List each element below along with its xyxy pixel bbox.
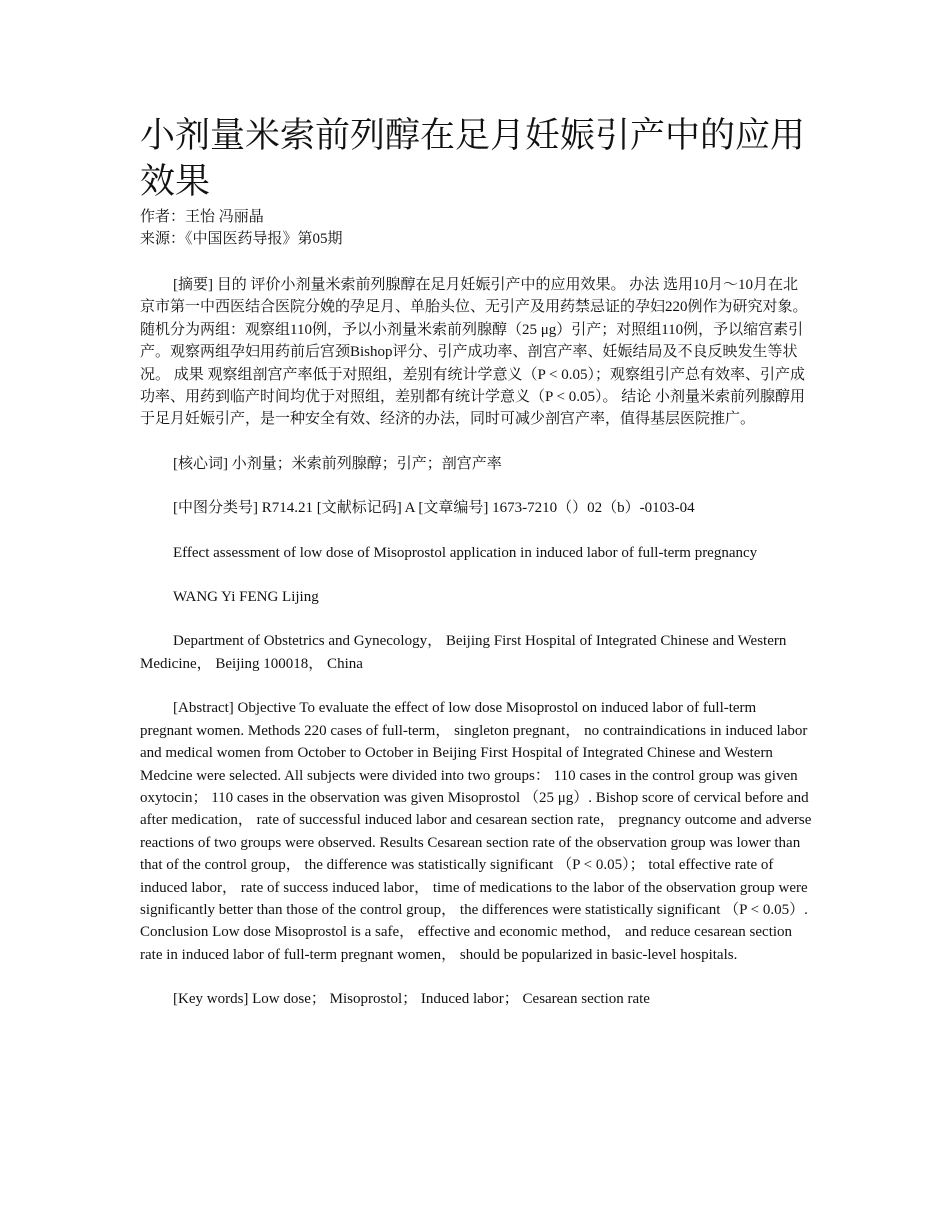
classification-line: [中图分类号] R714.21 [文献标记码] A [文章编号] 1673-7210（）02（b）-0103-04 xyxy=(173,500,695,517)
abstract-en: [Abstract] Objective To evaluate the effect of low dose Misoprostol on induced labor of full-term pregnant women. Methods 220 cases of full-term， singleton pregnant， no contraindications in induced labor and medical women from October to October in Beijing First Hospital of Integrated Chinese and Western Medcine were selected. All subjects were divided into two groups： 110 cases in the control group was given oxytocin； 110 cases in the observation was given Misoprostol （25 μg）. Bishop score of cervical before and after medication， rate of successful induced labor and cesarean section rate， pregnancy outcome and adverse reactions of two groups were observed. Results Cesarean section rate of the observation group was lower than that of the control group， the difference was statistically significant （P < 0.05）； total effective rate of induced labor， rate of success induced labor， time of medications to the labor of the observation group were significantly better than those of the control group， the differences were statistically significant （P < 0.05）. Conclusion Low dose Misoprostol is a safe， effective and economic method， and reduce cesarean section rate in induced labor of full-term pregnant women， should be popularized in basic-level hospitals. xyxy=(140,700,812,963)
english-authors: WANG Yi FENG Lijing xyxy=(173,589,319,606)
abstract-zh: [摘要] 目的 评价小剂量米索前列腺醇在足月妊娠引产中的应用效果。 办法 选用10月～10月在北京市第一中西医结合医院分娩的孕足月、单胎头位、无引产及用药禁忌证的孕妇220例作为研究对象。随机分为两组：观察组110例，予以小剂量米索前列腺醇（25 μg）引产；对照组110例，予以缩宫素引产。观察两组孕妇用药前后宫颈Bishop评分、引产成功率、剖宫产率、妊娠结局及不良反映发生等状况。 成果 观察组剖宫产率低于对照组，差别有统计学意义（P < 0.05）；观察组引产总有效率、引产成功率、用药到临产时间均优于对照组，差别都有统计学意义（P < 0.05）。 结论 小剂量米索前列腺醇用于足月妊娠引产，是一种安全有效、经济的办法，同时可减少剖宫产率，值得基层医院推广。 xyxy=(140,277,808,428)
article-title: 小剂量米索前列醇在足月妊娠引产中的应用效果 xyxy=(140,116,806,201)
keywords-en: [Key words] Low dose； Misoprostol； Induced labor； Cesarean section rate xyxy=(173,991,650,1008)
english-title: Effect assessment of low dose of Misoprostol application in induced labor of full-term pregnancy xyxy=(173,544,758,561)
english-affiliation: Department of Obstetrics and Gynecology， Beijing First Hospital of Integrated Chinese and Western Medicine， Beijing 100018， China xyxy=(140,633,787,672)
article-source: 来源：《中国医药导报》第05期 xyxy=(140,231,343,247)
article-content xyxy=(140,113,812,1011)
article-authors: 作者：王怡 冯丽晶 xyxy=(140,209,264,225)
keywords-zh: [核心词] 小剂量；米索前列腺醇；引产；剖宫产率 xyxy=(173,455,502,472)
